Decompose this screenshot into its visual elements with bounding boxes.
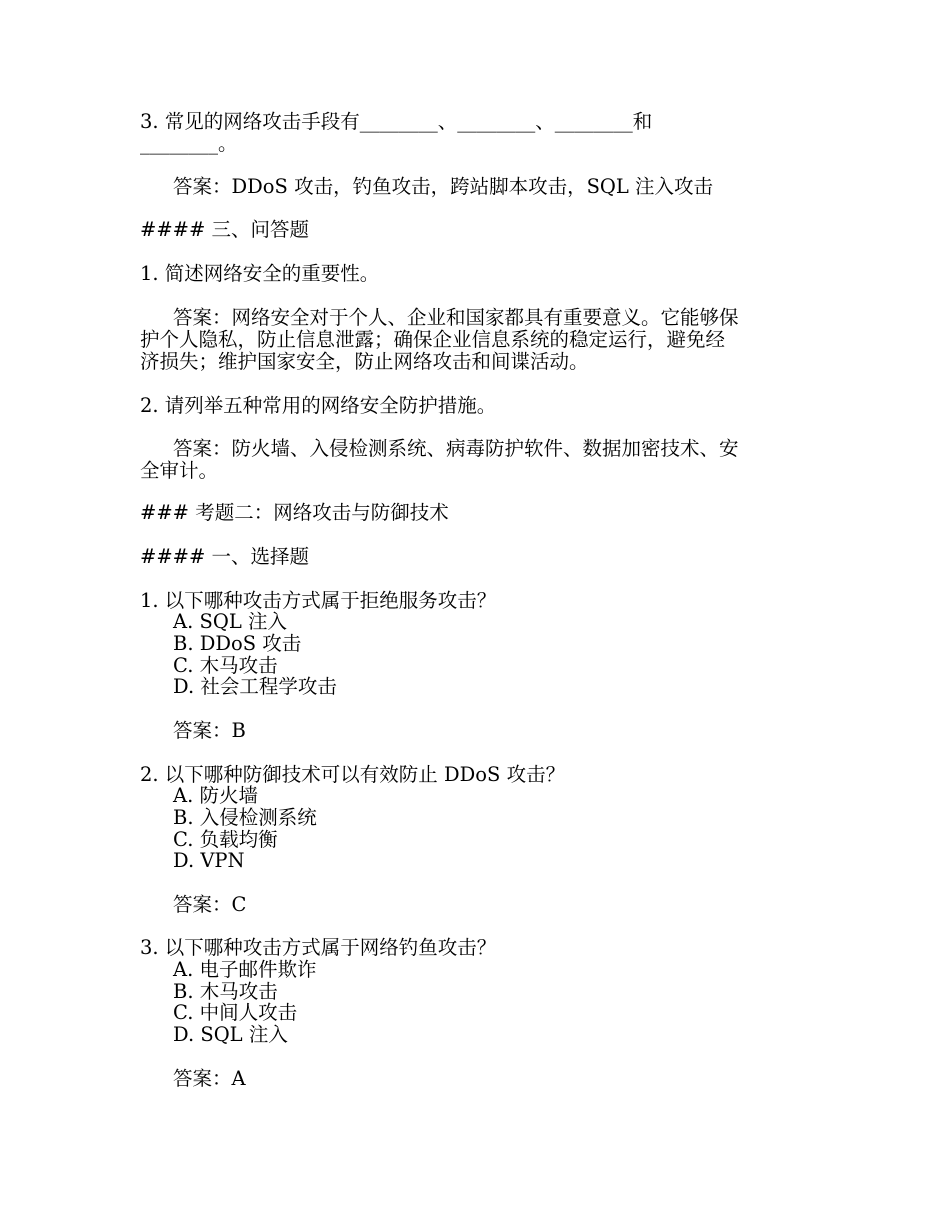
option-a: A. 电子邮件欺诈 xyxy=(173,958,317,981)
option-b: B. DDoS 攻击 xyxy=(173,632,302,655)
section-heading-choice: #### 一、选择题 xyxy=(140,545,310,568)
option-c: C. 木马攻击 xyxy=(173,654,278,677)
answer-qa-2-line1: 答案：防火墙、入侵检测系统、病毒防护软件、数据加密技术、安 xyxy=(173,437,739,460)
option-d: D. VPN xyxy=(173,849,245,872)
option-c: C. 中间人攻击 xyxy=(173,1001,298,1024)
option-b: B. 入侵检测系统 xyxy=(173,806,317,829)
answer-choice-1: 答案：B xyxy=(173,719,246,742)
option-b: B. 木马攻击 xyxy=(173,980,278,1003)
answer-qa-2-line2: 全审计。 xyxy=(140,459,219,482)
option-d: D. 社会工程学攻击 xyxy=(173,675,337,698)
question-choice-2: 2. 以下哪种防御技术可以有效防止 DDoS 攻击？ xyxy=(140,763,566,786)
option-d: D. SQL 注入 xyxy=(173,1023,288,1046)
answer-fill-3: 答案：DDoS 攻击，钓鱼攻击，跨站脚本攻击，SQL 注入攻击 xyxy=(173,175,714,198)
answer-qa-1-line3: 济损失；维护国家安全，防止网络攻击和间谍活动。 xyxy=(140,350,589,373)
topic-heading-2: ### 考题二：网络攻击与防御技术 xyxy=(140,501,449,524)
section-heading-qa: #### 三、问答题 xyxy=(140,218,310,241)
question-choice-1: 1. 以下哪种攻击方式属于拒绝服务攻击？ xyxy=(140,589,497,612)
answer-choice-2: 答案：C xyxy=(173,893,247,916)
question-fill-3: 3. 常见的网络攻击手段有________、________、________和 xyxy=(140,110,653,133)
question-qa-1: 1. 简述网络安全的重要性。 xyxy=(140,262,380,285)
answer-qa-1-line2: 护个人隐私，防止信息泄露；确保企业信息系统的稳定运行，避免经 xyxy=(140,328,726,351)
option-c: C. 负载均衡 xyxy=(173,828,278,851)
option-a: A. SQL 注入 xyxy=(173,610,287,633)
option-a: A. 防火墙 xyxy=(173,784,258,807)
question-choice-3: 3. 以下哪种攻击方式属于网络钓鱼攻击？ xyxy=(140,936,497,959)
question-fill-3-cont: ________。 xyxy=(140,132,238,155)
answer-choice-3: 答案：A xyxy=(173,1067,246,1090)
answer-qa-1-line1: 答案：网络安全对于个人、企业和国家都具有重要意义。它能够保 xyxy=(173,306,739,329)
question-qa-2: 2. 请列举五种常用的网络安全防护措施。 xyxy=(140,394,497,417)
